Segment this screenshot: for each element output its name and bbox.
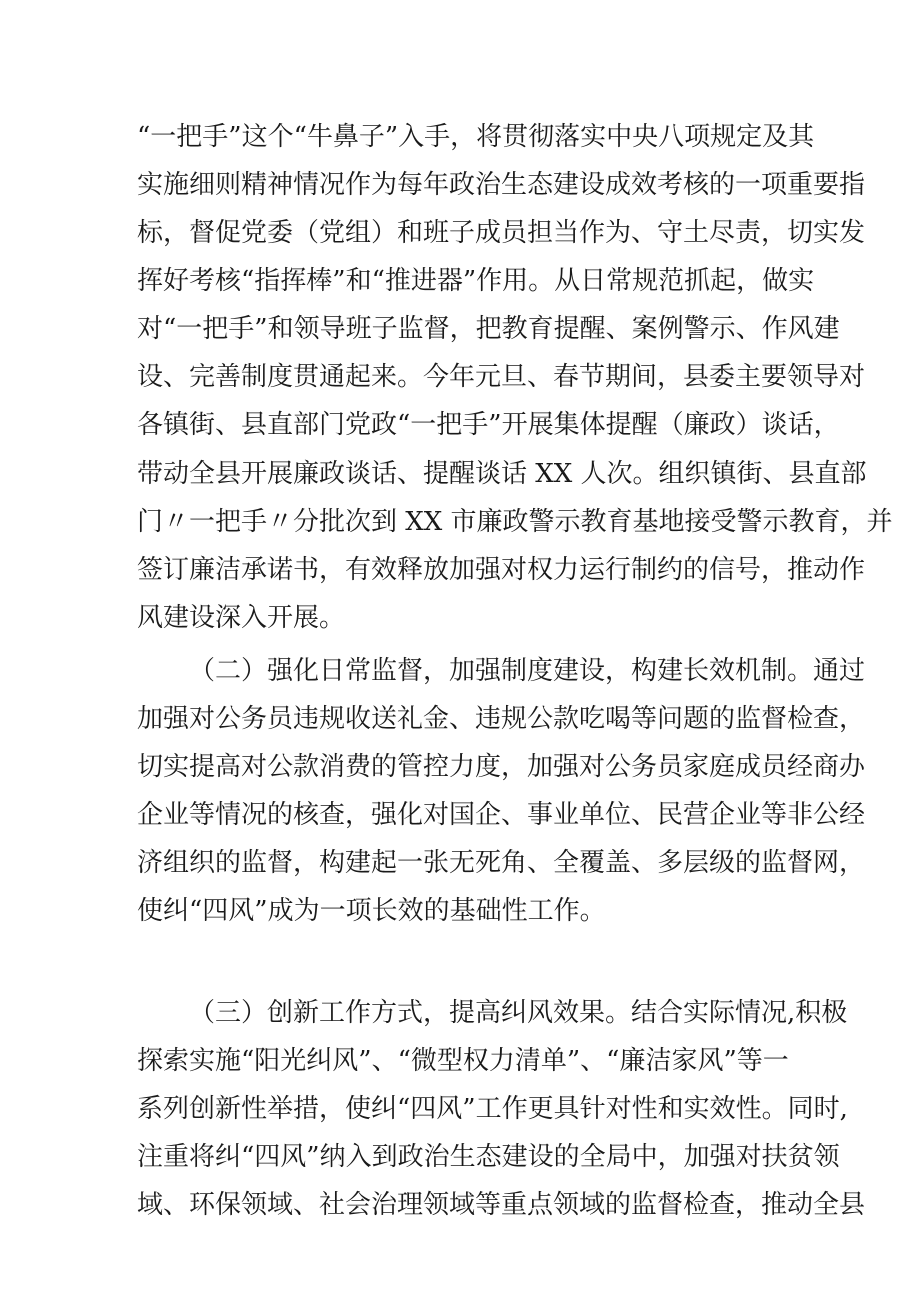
text-line: 探索实施“阳光纠风”、“微型权力清单”、“廉洁家风”等一 <box>137 1046 789 1076</box>
text-line: 加强对公务员违规收送礼金、违规公款吃喝等问题的监督检查， <box>137 704 866 734</box>
text-line: 注重将纠“四风”纳入到政治生态建设的全局中，加强对扶贫领 <box>137 1142 840 1172</box>
text-line: 签订廉洁承诺书，有效释放加强对权力运行制约的信号，推动作 <box>137 555 866 585</box>
text-line: 带动全县开展廉政谈话、提醒谈话 XX 人次。组织镇街、县直部 <box>137 459 867 489</box>
text-line: 风建设深入开展。 <box>137 603 346 633</box>
text-line: 标，督促党委（党组）和班子成员担当作为、守土尽责，切实发 <box>137 218 866 248</box>
text-line: 对“一把手”和领导班子监督，把教育提醒、案例警示、作风建 <box>137 314 840 344</box>
paragraph-heading-line: （二）强化日常监督，加强制度建设，构建长效机制。通过 <box>189 656 866 686</box>
text-line: 系列创新性举措，使纠“四风”工作更具针对性和实效性。同时, <box>137 1094 848 1124</box>
text-line: 济组织的监督，构建起一张无死角、全覆盖、多层级的监督网， <box>137 848 866 878</box>
text-line: 企业等情况的核查，强化对国企、事业单位、民营企业等非公经 <box>137 800 866 830</box>
text-line: 切实提高对公款消费的管控力度，加强对公务员家庭成员经商办 <box>137 752 866 782</box>
text-line: “一把手”这个“牛鼻子”入手，将贯彻落实中央八项规定及其 <box>137 122 815 152</box>
text-line: 实施细则精神情况作为每年政治生态建设成效考核的一项重要指 <box>137 170 866 200</box>
text-line: 使纠“四风”成为一项长效的基础性工作。 <box>137 896 606 926</box>
text-line: 门〃一把手〃分批次到 XX 市廉政警示教育基地接受警示教育，并 <box>137 507 893 537</box>
text-line: 挥好考核“指挥棒”和“推进器”作用。从日常规范抓起，做实 <box>137 266 815 296</box>
text-line: 各镇街、县直部门党政“一把手”开展集体提醒（廉政）谈话， <box>137 410 840 440</box>
text-line: 设、完善制度贯通起来。今年元旦、春节期间，县委主要领导对 <box>137 362 866 392</box>
paragraph-heading-line: （三）创新工作方式，提高纠风效果。结合实际情况,积极 <box>189 998 848 1028</box>
text-line: 域、环保领域、社会治理领域等重点领域的监督检查，推动全县 <box>137 1190 866 1220</box>
